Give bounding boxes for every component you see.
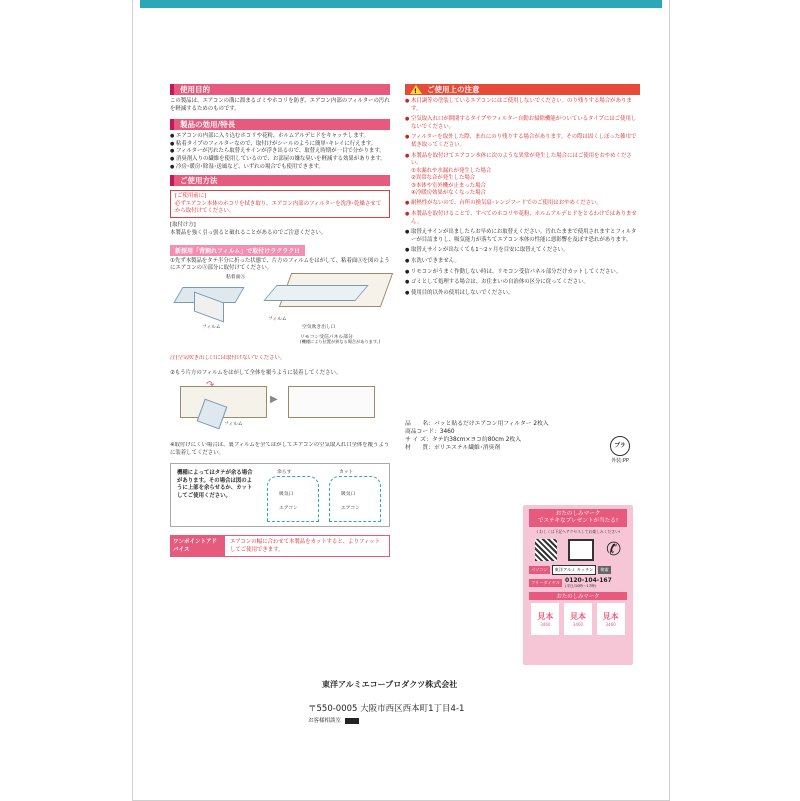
caution-item: ● 本製品を取付けることで、すべてのホコリや花粉、ホルムアルデヒドをとるわけではありません。 bbox=[405, 211, 640, 226]
qr-code-icon bbox=[535, 539, 557, 561]
cut-diagram bbox=[329, 476, 381, 522]
stamp-row bbox=[529, 603, 627, 635]
promo-site: 東洋アルミ キッチン bbox=[552, 565, 597, 575]
note-hard: ※取付けにくい場合は、裏フィルムを全てはがしてエアコンの空気取入れ口全体を覆うように装着してください。 bbox=[170, 441, 390, 456]
spec-name-row bbox=[405, 420, 635, 428]
purpose-heading: 使用目的 bbox=[170, 84, 390, 95]
caution-subitem: ②異常な音が発生した場合 bbox=[411, 175, 476, 182]
label-film2: フィルム bbox=[268, 316, 287, 322]
label-adhesive: 粘着面Ⓐ bbox=[226, 274, 246, 280]
before-use-box bbox=[170, 190, 390, 218]
before-use-title: [ご使用前に] bbox=[175, 193, 207, 200]
label-extra: 余らす bbox=[277, 470, 292, 476]
spec-name-label: 品 名： bbox=[405, 421, 434, 427]
warning-icon bbox=[410, 85, 422, 94]
label-ac1: エアコン bbox=[279, 506, 298, 512]
caution-item: ● ゴミとして処理する場合は、お住まいの自治体の区分に従ってください。 bbox=[405, 279, 640, 287]
label-film3: フィルム bbox=[224, 421, 243, 427]
promo-hours: (平日/10時～17時) bbox=[565, 584, 597, 588]
spec-size-row bbox=[405, 436, 635, 444]
caution-item: ● 取替えサインが出なくても1～2ヶ月を目安に取替えてください。 bbox=[405, 247, 640, 255]
label-intake2: 吸気口 bbox=[341, 492, 356, 498]
arrow-icon: ↷ bbox=[206, 379, 215, 391]
attached-film bbox=[263, 285, 368, 301]
spec-size: タテ約38cm×ヨコ約80cm 2枚入 bbox=[431, 437, 522, 443]
promo-icons bbox=[529, 539, 627, 561]
label-intake1: 吸気口 bbox=[279, 492, 294, 498]
aircon-unit-2b bbox=[288, 386, 375, 418]
stamp-text: 見本 bbox=[569, 612, 586, 621]
stamp-text: 見本 bbox=[537, 612, 554, 621]
top-color-bar bbox=[140, 0, 662, 8]
recycle-mark bbox=[607, 436, 633, 464]
promo-sub: くわしくは下記へアクセスしてお楽しみください! bbox=[535, 529, 621, 534]
support-icon bbox=[345, 718, 359, 724]
label-remote: リモコン受信パネル部分 bbox=[300, 334, 353, 340]
feature-item: ● フィルターが汚れたら取替えサインが浮き出るので、取替え時期が一目で分かります。 bbox=[170, 148, 390, 156]
spec-material-row bbox=[405, 444, 635, 452]
spec-material-label: 材 質： bbox=[405, 445, 434, 451]
advice-row bbox=[170, 535, 390, 557]
howto-heading: ご使用方法 bbox=[170, 175, 390, 186]
promo-free-label: フリーダイヤル bbox=[531, 580, 561, 585]
sample-stamp bbox=[531, 603, 559, 635]
caution-heading-text: ご使用上の注意 bbox=[427, 85, 480, 94]
promo-title2: でステキなプレゼントが当たる! bbox=[537, 518, 619, 524]
product-spec bbox=[405, 420, 635, 452]
promo-phone-row bbox=[529, 577, 627, 589]
left-column bbox=[170, 84, 390, 557]
stamp-code: 3460 bbox=[572, 622, 584, 627]
caution-item: ● 取替えサインが出ましたらお早めにお取替えください。汚れたままで使用されますとフィルターが目詰まりし、吸気能力が落ちてエアコン本体の性能に悪影響を及ぼす恐れがあります。 bbox=[405, 229, 640, 244]
caution-subitems bbox=[405, 168, 640, 198]
caution-item: ● 使用目的以外の使用はしないでください。 bbox=[405, 290, 640, 298]
phone-icon: ✆ bbox=[606, 539, 622, 560]
mark-band: おたのしみマーク bbox=[529, 592, 627, 600]
spec-code: 3460 bbox=[439, 429, 455, 435]
stamp-text: 見本 bbox=[602, 612, 619, 621]
label-outlet: 空気吹き出し口 bbox=[302, 324, 336, 330]
spec-code-row bbox=[405, 428, 635, 436]
recycle-label: 外装:PP bbox=[611, 458, 629, 464]
spec-material: ポリエステル繊維･消臭剤 bbox=[434, 445, 501, 451]
company-support bbox=[308, 716, 359, 724]
promo-box bbox=[523, 505, 633, 665]
label-remote-note: (機種により位置が異なる場合があります。) bbox=[300, 338, 381, 344]
promo-phone-block bbox=[565, 577, 612, 589]
pla-recycle-icon: プラ bbox=[610, 436, 630, 456]
caution-heading bbox=[405, 84, 640, 95]
step1-text: ①先ず本製品をタテ半分に折った状態で、片方のフィルムをはがして、粘着面Ⓐを図のようにエアコンのⒶ部分に取付けてください。 bbox=[170, 257, 390, 272]
feature-item: ● エアコンの内部に入り込むホコリや花粉、ホルムアルデヒドをキャッチします。 bbox=[170, 133, 390, 141]
caution-outlet: 注)空気吹き出し口には取付けないでください。 bbox=[170, 354, 286, 361]
caution-item: ● 空気取入れ口が開閉するタイプやフィルター自動お掃除機能がついているタイプにはご使用しないでください。 bbox=[405, 116, 640, 131]
attach-text: 本製品を強く引っ張ると破れることがあるのでご注意ください。 bbox=[170, 229, 327, 236]
feature-item: ● 粘着タイプのフィルターなので、取付けがシールのように簡単･キレイに行えます。 bbox=[170, 141, 390, 149]
promo-pc-label: パソコン bbox=[531, 567, 548, 572]
caution-item: ● フィルターを取外した際、まれにのり残りする場合があります。その際は固くしぼった雑巾で拭き取ってください。 bbox=[405, 134, 640, 149]
stamp-code: 3460 bbox=[605, 622, 616, 627]
attach-title: [取付け方] bbox=[170, 222, 196, 229]
features-heading: 製品の効用/特長 bbox=[170, 119, 390, 130]
promo-phone: 0120-104-167 bbox=[565, 577, 612, 584]
spec-size-label: サ イ ズ： bbox=[405, 437, 432, 443]
caution-subitem: ③本体や室外機が止まった場合 bbox=[411, 182, 486, 189]
label-film: フィルム bbox=[202, 324, 221, 330]
computer-icon bbox=[568, 539, 594, 561]
step2-text: ②もう片方のフィルムをはがして全体を覆うように装着してください。 bbox=[170, 370, 342, 377]
label-cut: カット bbox=[339, 470, 354, 476]
caution-subitem: ④冷暖房効果がなくなった場合 bbox=[411, 189, 486, 196]
promo-title1: おたのしみマーク bbox=[555, 511, 601, 517]
company-name: 東洋アルミエコープロダクツ株式会社 bbox=[322, 680, 458, 689]
feature-item: ● 冷房･暖房･除湿･送風など、いずれの場合でも使用できます。 bbox=[170, 164, 390, 172]
support-label: お客様相談室 bbox=[308, 718, 342, 724]
arrow-right-icon: ▶ bbox=[270, 393, 278, 405]
advice-label: ワンポイントアドバイス bbox=[170, 535, 224, 557]
label-ac2: エアコン bbox=[341, 506, 360, 512]
sample-stamp bbox=[564, 603, 592, 635]
model-note-text: 機種によってはタテが余る場合があります。その場合は図のように上部を余らせるか、カットしてご使用ください。 bbox=[177, 470, 253, 499]
caution-subitem: ①水漏れや水漏れが発生した場合 bbox=[411, 167, 492, 174]
promo-title bbox=[529, 509, 627, 527]
caution-item: ● 木目調等の塗装しているエアコンにはご使用しないでください。のり残りする場合があります。 bbox=[405, 98, 640, 113]
diagram-step1 bbox=[170, 273, 390, 355]
extra-diagram bbox=[267, 476, 319, 522]
caution-item: ● 耐熱性がないので、台所の換気扇･レンジフードでのご使用はおやめください。 bbox=[405, 200, 640, 208]
stamp-code: 3460 bbox=[540, 622, 551, 627]
new-film-band: 新採用「背割れフィルム」で取付けラクラク!! bbox=[170, 245, 305, 256]
sample-stamp bbox=[597, 603, 625, 635]
caution-item: ● 水洗いできません。 bbox=[405, 258, 640, 266]
spec-code-label: 商品コード： bbox=[405, 429, 440, 435]
feature-item: ● 消臭剤入りの繊維を使用しているので、お部屋の嫌な臭いを軽減する効果があります。 bbox=[170, 156, 390, 164]
company-address: 〒550-0005 大阪市西区西本町1丁目4-1 bbox=[308, 704, 465, 714]
advice-text: エアコンの幅に合わせて本製品をカットすると、よりフィットしてご使用できます。 bbox=[224, 535, 390, 557]
diagram-step2 bbox=[170, 378, 390, 442]
caution-item: ● 本製品を取付けてエアコン本体に次のような異常が発生した場合にはご使用をおやめください。 bbox=[405, 153, 640, 168]
spec-name: パッと貼るだけエアコン用フィルター 2枚入 bbox=[434, 421, 549, 427]
promo-web-row bbox=[529, 565, 627, 575]
caution-item: ● リモコンがうまく作動しない時は、リモコン受信パネル部分だけカットしてください。 bbox=[405, 269, 640, 277]
before-use-text: 必ずエアコン本体のホコリを拭き取り、エアコン内部のフィルターを洗浄･乾燥させてから取付けてください。 bbox=[175, 200, 382, 214]
purpose-text: この製品は、エアコンの溝に溜まるゴミやホコリを防ぎ、エアコン内部のフィルターの汚れを軽減するためのものです。 bbox=[170, 98, 390, 112]
promo-search: 検索 bbox=[600, 567, 609, 572]
model-note-box bbox=[170, 463, 390, 527]
right-column bbox=[405, 84, 640, 297]
